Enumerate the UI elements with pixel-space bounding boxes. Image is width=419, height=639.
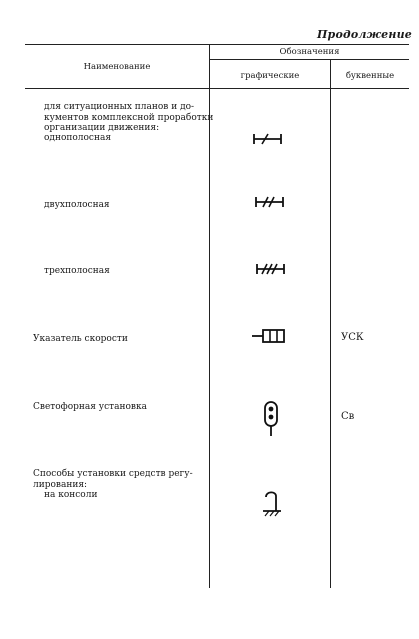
row-1-name <box>44 102 214 134</box>
column-divider-graphic <box>330 59 331 588</box>
row-6-name-line: Способы установки средств регу- <box>33 469 193 479</box>
row-1-name-line: для ситуационных планов и до- <box>44 102 195 112</box>
header-graphic: графические <box>240 71 300 81</box>
row-5-name: Светофорная установка <box>33 402 147 412</box>
continuation-label: Продолжение <box>316 28 412 41</box>
row-3-name: трехполосная <box>44 266 110 276</box>
console-mount-icon <box>261 487 283 517</box>
designations-subrule <box>210 59 409 60</box>
row-1-sub: однополосная <box>44 133 112 143</box>
header-bottom-rule <box>25 88 409 89</box>
row-6-sub: на консоли <box>44 490 98 500</box>
row-6-name <box>33 469 213 490</box>
three-lane-direction-icon <box>256 262 286 276</box>
row-2-name: двухполосная <box>44 200 110 210</box>
row-4-code: УСК <box>341 332 364 343</box>
row-1-name-line: организации движения: <box>44 123 160 133</box>
row-5-code: Св <box>341 411 355 422</box>
row-1-name-line: кументов комплексной проработки <box>44 112 214 123</box>
row-6-name-line: лирования: <box>33 479 88 490</box>
table-top-rule <box>25 44 409 45</box>
single-lane-direction-icon <box>253 132 283 146</box>
header-designations: Обозначения <box>279 47 340 57</box>
traffic-light-icon <box>263 400 279 438</box>
two-lane-direction-icon <box>255 195 285 209</box>
header-letter: буквенные <box>345 71 395 81</box>
row-4-name: Указатель скорости <box>33 334 128 344</box>
speed-indicator-icon <box>251 328 287 344</box>
header-name: Наименование <box>83 62 151 72</box>
